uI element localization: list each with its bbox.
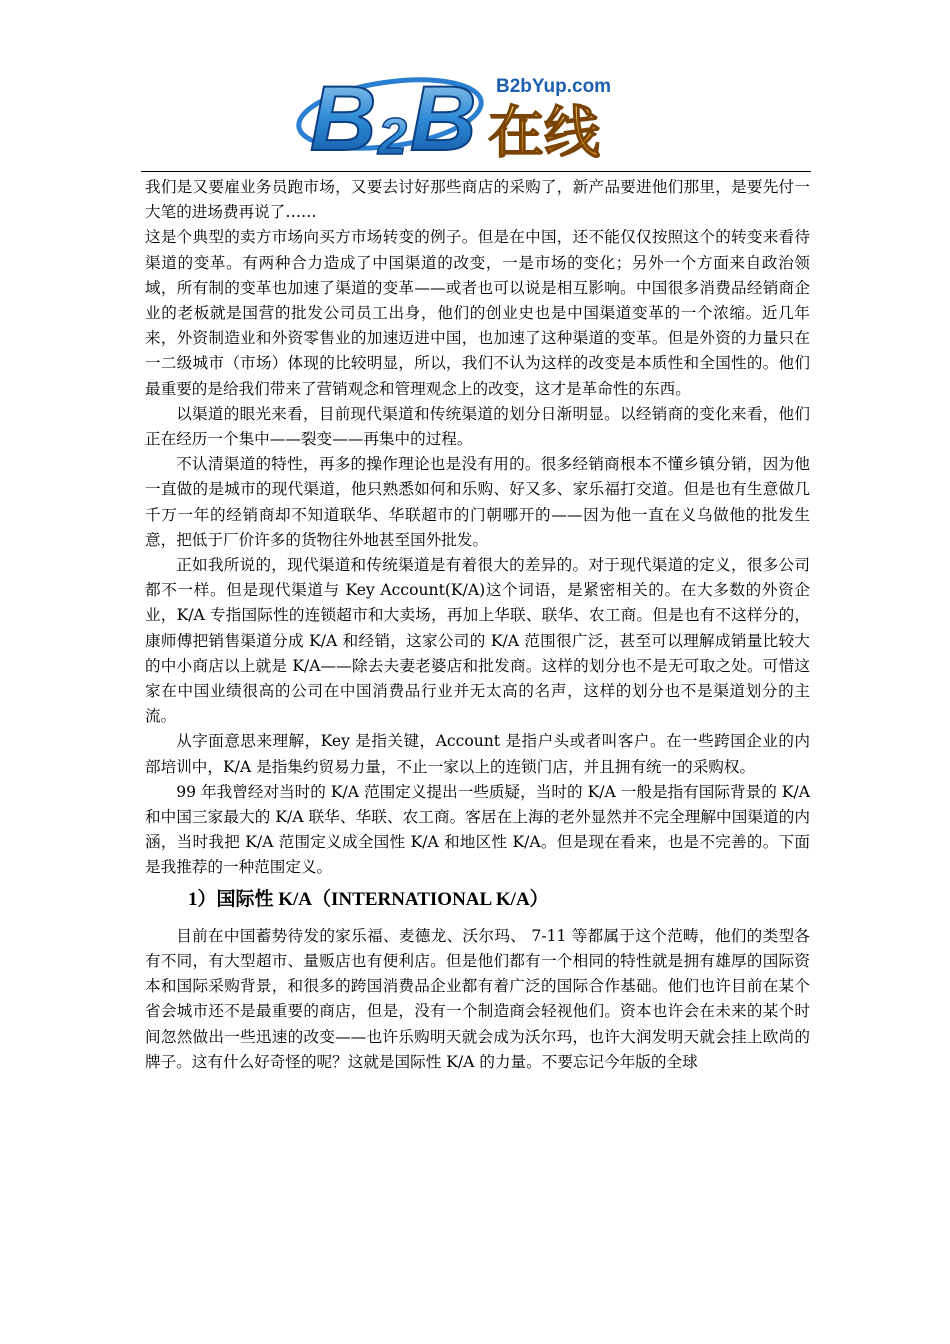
paragraph: 目前在中国蓄势待发的家乐福、麦德龙、沃尔玛、 7-11 等都属于这个范畴，他们的类型各有不同，有大型超市、量贩店也有便利店。但是他们都有一个相同的特性就是拥有雄厚的国际资本和国际采购背景，和很多的跨国消费品企业都有着广泛的国际合作基础。他们也许目前在某个省会城市还不是最重要的商店，但是，没有一个制造商会轻视他们。资本也许会在未来的某个时间忽然做出一些迅速的改变——也许乐购明天就会成为沃尔玛，也许大润发明天就会挂上欧尚的牌子。这有什么好奇怪的呢？这就是国际性 K/A 的力量。不要忘记今年版的全球 bbox=[145, 926, 810, 1071]
paragraph: 99 年我曾经对当时的 K/A 范围定义提出一些质疑，当时的 K/A 一般是指有国际背景的 K/A 和中国三家最大的 K/A 联华、华联、农工商。客居在上海的老外显然并不完全理解中国渠道的内涵，当时我把 K/A 范围定义成全国性 K/A 和地区性 K/A。但是现在看来，也是不完善的。下面是我推荐的一种范围定义。 bbox=[145, 782, 810, 877]
logo-mark-b-left: B bbox=[310, 68, 377, 162]
document-body bbox=[145, 175, 810, 1075]
header-divider bbox=[141, 171, 811, 172]
logo-mark-2: 2 bbox=[378, 108, 407, 162]
paragraph: 不认清渠道的特性，再多的操作理论也是没有用的。很多经销商根本不懂乡镇分销，因为他一直做的是城市的现代渠道，他只熟悉如何和乐购、好又多、家乐福打交道。但是也有生意做几千万一年的经销商却不知道联华、华联超市的门朝哪开的——因为他一直在义乌做他的批发生意，把低于厂价许多的货物往外地甚至国外批发。 bbox=[145, 455, 810, 549]
logo-chinese-text: 在线 bbox=[488, 101, 600, 162]
paragraph: 正如我所说的，现代渠道和传统渠道是有着很大的差异的。对于现代渠道的定义，很多公司都不一样。但是现代渠道与 Key Account(K/A)这个词语，是紧密相关的。在大多数的外资企业，K/A 专指国际性的连锁超市和大卖场，再加上华联、联华、农工商。但是也有不这样分的，康师傅把销售渠道分成 K/A 和经销，这家公司的 K/A 范围很广泛，甚至可以理解成销量比较大的中小商店以上就是 K/A——除去夫妻老婆店和批发商。这样的划分也不是无可取之处。可惜这家在中国业绩很高的公司在中国消费品行业并无太高的名声，这样的划分也不是渠道划分的主流。 bbox=[145, 556, 810, 726]
page-header bbox=[0, 0, 950, 172]
b2b-logo bbox=[290, 62, 620, 162]
paragraph: 以渠道的眼光来看，目前现代渠道和传统渠道的划分日渐明显。以经销商的变化来看，他们正在经历一个集中——裂变——再集中的过程。 bbox=[145, 404, 810, 449]
paragraph: 从字面意思来理解，Key 是指关键，Account 是指户头或者叫客户。在一些跨国企业的内部培训中，K/A 是指集约贸易力量，不止一家以上的连锁门店，并且拥有统一的采购权。 bbox=[145, 732, 810, 776]
logo-mark-b-right: B bbox=[410, 68, 477, 162]
paragraph: 这是个典型的卖方市场向买方市场转变的例子。但是在中国，还不能仅仅按照这个的转变来看待渠道的变革。有两种合力造成了中国渠道的改变，一是市场的变化；另外一个方面来自政治领域，所有制的变革也加速了渠道的变革——或者也可以说是相互影响。中国很多消费品经销商企业的老板就是国营的批发公司员工出身，他们的创业史也是中国渠道变革的一个浓缩。近几年来，外资制造业和外资零售业的加速迈进中国，也加速了这种渠道的变革。但是外资的力量只在一二级城市（市场）体现的比较明显，所以，我们不认为这样的改变是本质性和全国性的。他们最重要的是给我们带来了营销观念和管理观念上的改变，这才是革命性的东西。 bbox=[145, 228, 810, 398]
paragraph: 我们是又要雇业务员跑市场，又要去讨好那些商店的采购了，新产品要进他们那里，是要先付一大笔的进场费再说了…… bbox=[145, 178, 810, 222]
section-heading: 1）国际性 K/A（INTERNATIONAL K/A） bbox=[188, 888, 549, 910]
logo-site-name: B2bYup.com bbox=[496, 76, 612, 97]
